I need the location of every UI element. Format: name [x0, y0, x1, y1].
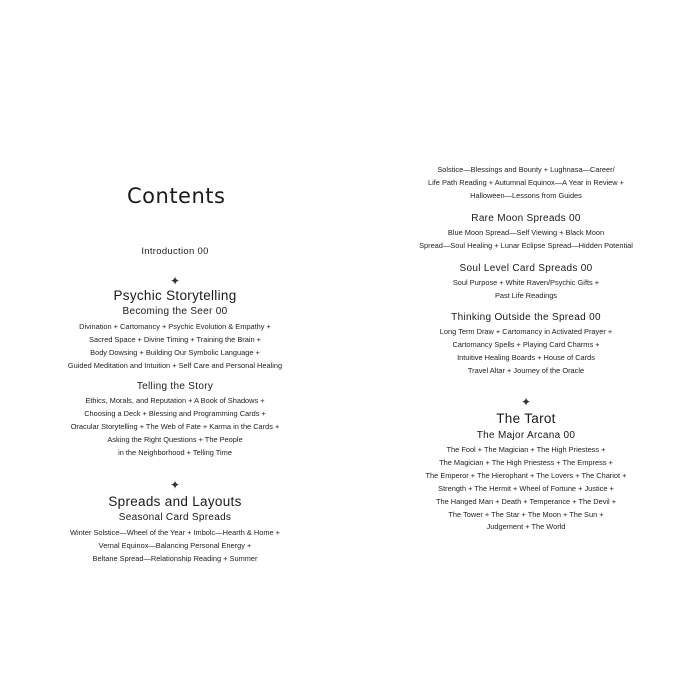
section-title-the-major-arcana: The Major Arcana 00 [476, 430, 576, 441]
section-body-seasonal-card-spreads [40, 527, 310, 566]
toc-line: Asking the Right Questions + The People [107, 434, 243, 444]
section-title-seasonal-card-spreads: Seasonal Card Spreads [118, 512, 232, 523]
toc-line: Blue Moon Spread—Self Viewing + Black Moon [447, 228, 605, 237]
right-page [395, 0, 657, 700]
toc-line: in the Neighborhood + Telling Time [118, 447, 232, 457]
section-body-the-major-arcana [395, 444, 657, 534]
toc-line: The Tower + The Star + The Moon + The Sun + [448, 509, 604, 519]
toc-line: Intuitive Healing Boards + House of Cards [457, 352, 595, 362]
toc-line: Long Term Draw + Cartomancy in Activated Prayer + [439, 327, 613, 336]
toc-line: Cartomancy Spells + Playing Card Charms + [452, 339, 600, 349]
section-title-becoming-the-seer: Becoming the Seer 00 [122, 306, 228, 317]
toc-line: The Fool + The Magician + The High Priestess + [446, 445, 606, 454]
star-ornament-icon: ✦ [169, 274, 181, 288]
section-title-rare-moon-spreads: Rare Moon Spreads 00 [471, 213, 581, 224]
toc-line: Choosing a Deck + Blessing and Programming Cards + [84, 408, 266, 418]
toc-line: Past Life Readings [494, 290, 558, 300]
toc-line: Strength + The Hermit + Wheel of Fortune + Justice + [438, 483, 614, 493]
part-title-spreads-and-layouts: Spreads and Layouts [108, 494, 242, 509]
toc-line: Judgement + The World [486, 522, 566, 532]
toc-line: Sacred Space + Divine Timing + Training the Brain + [89, 334, 261, 344]
section-body-thinking-outside-the-spread [395, 326, 657, 378]
toc-line: Solstice—Blessings and Bounty + Lughnasa—Career/ [437, 165, 615, 174]
toc-line: Divination + Cartomancy + Psychic Evolution & Empathy + [79, 322, 271, 331]
toc-line: Life Path Reading + Autumnal Equinox—A Year in Review + [428, 177, 624, 187]
toc-line: Travel Altar + Journey of the Oracle [467, 365, 585, 375]
toc-line: Soul Purpose + White Raven/Psychic Gifts + [452, 278, 600, 287]
toc-line: The Emperor + The Hierophant + The Lovers + The Chariot + [425, 470, 627, 480]
toc-line: Guided Meditation and Intuition + Self Care and Personal Healing [67, 360, 283, 370]
toc-line: The Magician + The High Priestess + The Empress + [439, 457, 613, 467]
introduction-entry: Introduction 00 [141, 246, 209, 257]
left-page [40, 0, 310, 700]
part-title-psychic-storytelling: Psychic Storytelling [113, 288, 237, 303]
toc-line: Halloween—Lessons from Guides [470, 190, 582, 200]
section-title-soul-level-card-spreads: Soul Level Card Spreads 00 [459, 263, 593, 274]
contents-title: Contents [127, 184, 226, 208]
toc-line: Beltane Spread—Relationship Reading + Summer [92, 553, 258, 563]
section-title-thinking-outside-the-spread: Thinking Outside the Spread 00 [451, 312, 601, 323]
star-ornament-icon: ✦ [520, 395, 532, 409]
toc-line: Winter Solstice—Wheel of the Year + Imbolc—Hearth & Home + [70, 528, 280, 537]
toc-line: Body Dowsing + Building Our Symbolic Language + [90, 347, 260, 357]
section-body-rare-moon-spreads [395, 227, 657, 253]
section-body-soul-level-card-spreads [395, 277, 657, 303]
toc-line: Spread—Soul Healing + Lunar Eclipse Spread—Hidden Potential [419, 240, 633, 250]
toc-line: Oracular Storytelling + The Web of Fate + Karma in the Cards + [70, 421, 280, 431]
toc-line: Vernal Equinox—Balancing Personal Energy + [98, 540, 252, 550]
section-title-telling-the-story: Telling the Story [136, 381, 214, 392]
part-title-the-tarot: The Tarot [496, 411, 556, 426]
section-body-telling-the-story [40, 395, 310, 460]
star-ornament-icon: ✦ [169, 478, 181, 492]
toc-line: The Hanged Man + Death + Temperance + The Devil + [435, 496, 617, 506]
section-body-seasonal-continued [395, 164, 657, 203]
toc-line: Ethics, Morals, and Reputation + A Book of Shadows + [85, 396, 265, 405]
section-body-becoming-the-seer [40, 321, 310, 373]
